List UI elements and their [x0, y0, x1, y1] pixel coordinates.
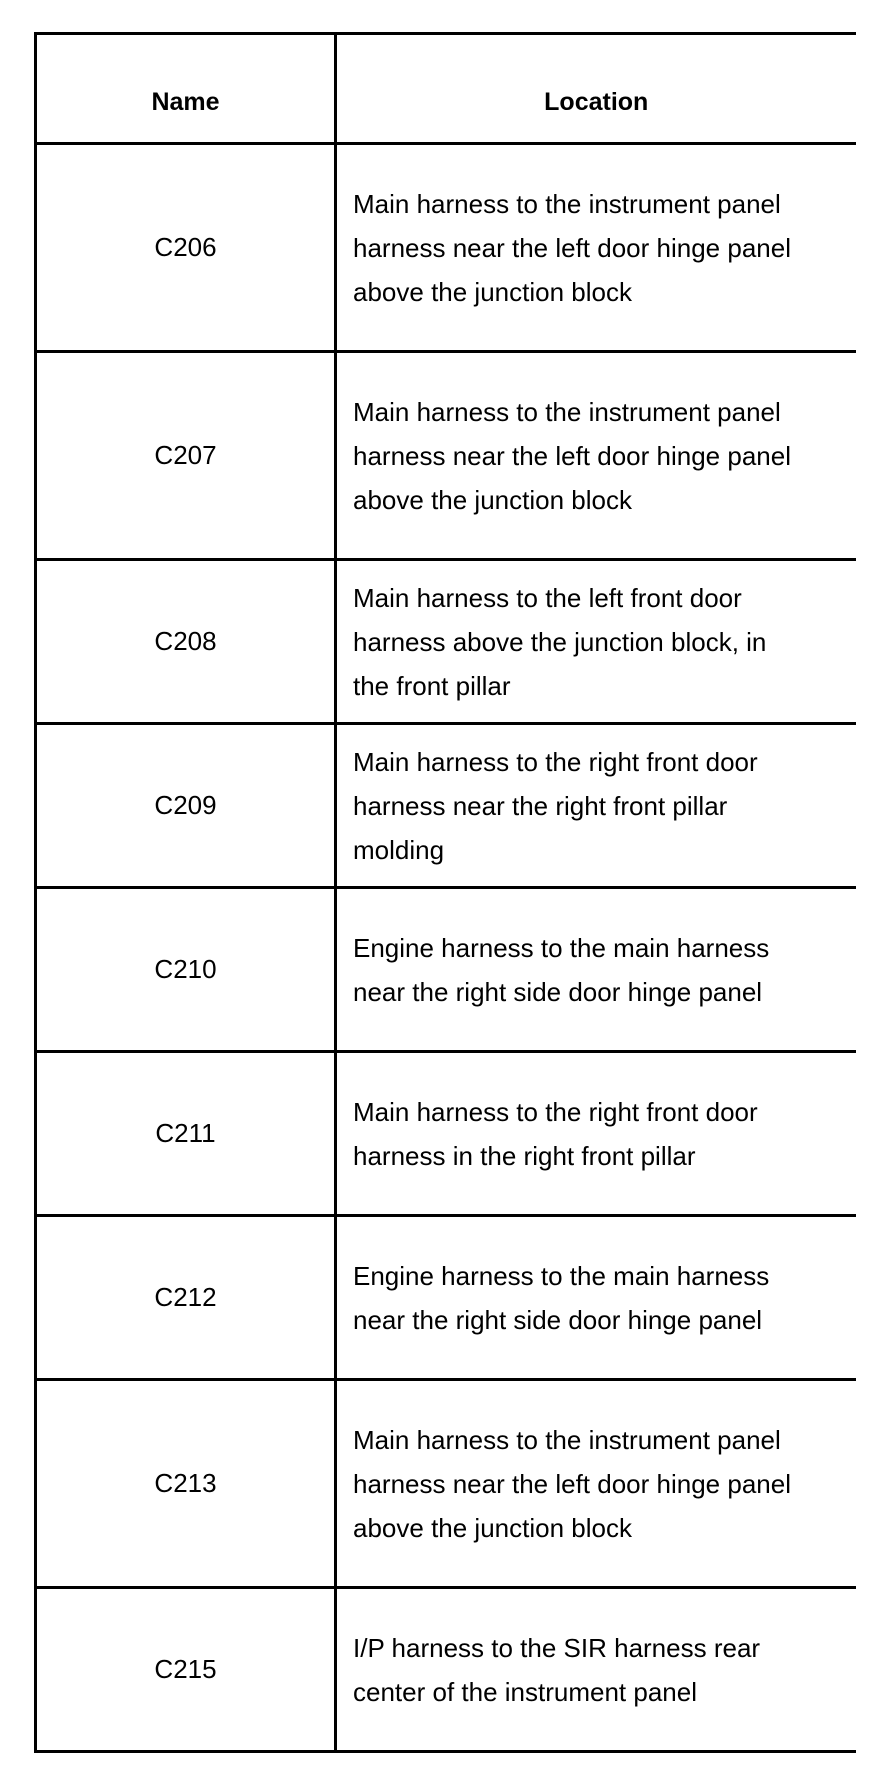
column-header-name: Name — [36, 34, 336, 144]
table-row — [36, 560, 856, 724]
connector-name-cell: C210 — [36, 888, 336, 1052]
connector-name-cell: C209 — [36, 724, 336, 888]
table-row — [36, 1588, 856, 1752]
connector-location-cell: Engine harness to the main harness near the right side door hinge panel — [336, 1216, 856, 1380]
table-row — [36, 144, 856, 352]
table-row — [36, 1052, 856, 1216]
connector-location-cell: Main harness to the right front door harness in the right front pillar — [336, 1052, 856, 1216]
connector-location-cell: I/P harness to the SIR harness rear center of the instrument panel — [336, 1588, 856, 1752]
connector-name-cell: C207 — [36, 352, 336, 560]
connector-name-cell: C215 — [36, 1588, 336, 1752]
connector-location-cell: Main harness to the left front door harness above the junction block, in the front pillar — [336, 560, 856, 724]
connector-location-cell: Engine harness to the main harness near the right side door hinge panel — [336, 888, 856, 1052]
connector-name-cell: C206 — [36, 144, 336, 352]
connector-location-cell: Main harness to the instrument panel harness near the left door hinge panel above the junction block — [336, 352, 856, 560]
table-row — [36, 724, 856, 888]
connector-location-cell: Main harness to the instrument panel harness near the left door hinge panel above the junction block — [336, 144, 856, 352]
table-header-row — [36, 34, 856, 144]
connector-name-cell: C213 — [36, 1380, 336, 1588]
column-header-location: Location — [336, 34, 856, 144]
table-row — [36, 1216, 856, 1380]
connector-location-cell: Main harness to the right front door harness near the right front pillar molding — [336, 724, 856, 888]
connector-name-cell: C212 — [36, 1216, 336, 1380]
table-row — [36, 352, 856, 560]
connector-table-container — [34, 32, 854, 1753]
table-row — [36, 1380, 856, 1588]
connector-location-cell: Main harness to the instrument panel harness near the left door hinge panel above the junction block — [336, 1380, 856, 1588]
connector-name-cell: C208 — [36, 560, 336, 724]
table-row — [36, 888, 856, 1052]
connector-name-cell: C211 — [36, 1052, 336, 1216]
connector-location-table — [34, 32, 856, 1753]
